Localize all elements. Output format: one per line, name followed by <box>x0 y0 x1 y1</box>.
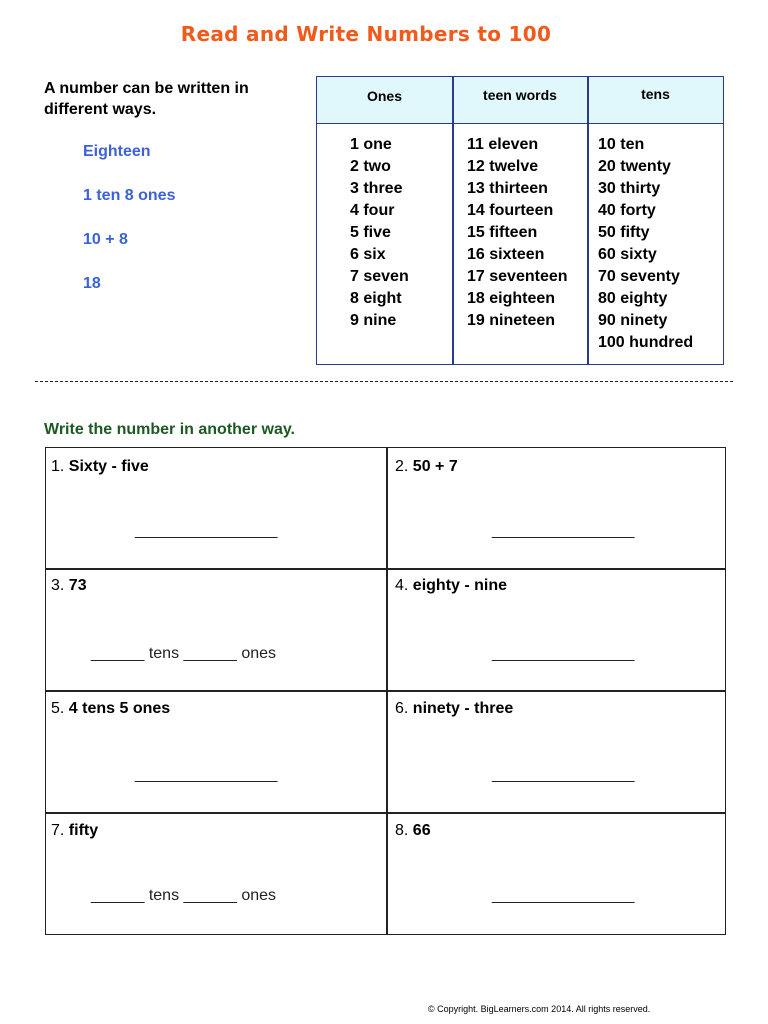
teens-row: 16 sixteen <box>467 246 545 263</box>
question-6 <box>395 700 513 718</box>
question-text: eighty - nine <box>412 577 508 594</box>
question-2 <box>395 458 458 476</box>
tens-row: 70 seventy <box>598 268 680 285</box>
answer-line-8[interactable]: ________________ <box>492 887 635 904</box>
tens-row: 80 eighty <box>598 290 668 307</box>
tens-row: 20 twenty <box>598 158 671 175</box>
ones-row: 5 five <box>350 224 391 241</box>
question-number: 4. <box>395 577 409 594</box>
question-text: ninety - three <box>412 700 514 717</box>
teens-row: 15 fifteen <box>467 224 538 241</box>
example-word-form: Eighteen <box>83 143 151 160</box>
teens-row: 12 twelve <box>467 158 539 175</box>
answer-line-1[interactable]: ________________ <box>135 522 278 539</box>
tens-row: 90 ninety <box>598 312 668 329</box>
question-text: 50 + 7 <box>412 458 458 475</box>
column-divider <box>587 77 589 364</box>
example-standard-form: 18 <box>83 275 101 292</box>
question-7 <box>51 822 98 840</box>
question-1 <box>51 458 149 476</box>
answer-line-4[interactable]: ________________ <box>492 645 635 662</box>
question-8 <box>395 822 431 840</box>
teens-row: 11 eleven <box>467 136 539 153</box>
intro-text: A number can be written in different ways. <box>44 80 249 118</box>
question-number: 7. <box>51 822 65 839</box>
question-text: 4 tens 5 ones <box>68 700 171 717</box>
ones-row: 6 six <box>350 246 386 263</box>
answer-line-2[interactable]: ________________ <box>492 522 635 539</box>
tens-row: 100 hundred <box>598 334 694 351</box>
ones-row: 4 four <box>350 202 395 219</box>
tens-row: 60 sixty <box>598 246 657 263</box>
question-text: fifty <box>68 822 99 839</box>
question-number: 2. <box>395 458 409 475</box>
teens-column <box>467 134 568 332</box>
question-3 <box>51 577 87 595</box>
question-number: 3. <box>51 577 65 594</box>
tens-row: 40 forty <box>598 202 656 219</box>
tens-row: 10 ten <box>598 136 645 153</box>
question-number: 1. <box>51 458 65 475</box>
tens-row: 50 fifty <box>598 224 650 241</box>
worksheet-title: Read and Write Numbers to 100 <box>180 22 552 46</box>
copyright-footer: © Copyright. BigLearners.com 2014. All rights reserved. <box>428 1004 651 1014</box>
grid-divider <box>46 568 725 570</box>
answer-line-3[interactable]: ______ tens ______ ones <box>91 645 277 662</box>
section-divider <box>35 381 733 382</box>
grid-divider <box>46 690 725 692</box>
teens-row: 19 nineteen <box>467 312 556 329</box>
question-5 <box>51 700 170 718</box>
ones-row: 8 eight <box>350 290 402 307</box>
grid-divider <box>46 812 725 814</box>
exercise-instruction: Write the number in another way. <box>44 421 295 438</box>
column-divider <box>452 77 454 364</box>
ones-row: 7 seven <box>350 268 409 285</box>
question-number: 5. <box>51 700 65 717</box>
ones-row: 3 three <box>350 180 403 197</box>
ones-column <box>350 134 409 332</box>
exercise-grid <box>45 447 726 935</box>
header-ones: Ones <box>366 88 402 104</box>
number-words-table <box>316 76 724 365</box>
answer-line-5[interactable]: ________________ <box>135 766 278 783</box>
question-4 <box>395 577 507 595</box>
header-tens: tens <box>641 86 670 102</box>
teens-row: 14 fourteen <box>467 202 554 219</box>
question-text: 66 <box>412 822 431 839</box>
tens-column <box>598 134 693 354</box>
example-expanded-form: 10 + 8 <box>83 231 128 248</box>
question-text: 73 <box>68 577 87 594</box>
answer-line-7[interactable]: ______ tens ______ ones <box>91 887 277 904</box>
answer-line-6[interactable]: ________________ <box>492 766 635 783</box>
teens-row: 17 seventeen <box>467 268 568 285</box>
header-teen-words: teen words <box>483 87 557 103</box>
ones-row: 1 one <box>350 136 392 153</box>
teens-row: 18 eighteen <box>467 290 556 307</box>
question-text: Sixty - five <box>68 458 149 475</box>
example-place-value-form: 1 ten 8 ones <box>83 187 176 204</box>
ones-row: 9 nine <box>350 312 397 329</box>
tens-row: 30 thirty <box>598 180 661 197</box>
question-number: 6. <box>395 700 409 717</box>
ones-row: 2 two <box>350 158 391 175</box>
question-number: 8. <box>395 822 409 839</box>
teens-row: 13 thirteen <box>467 180 548 197</box>
